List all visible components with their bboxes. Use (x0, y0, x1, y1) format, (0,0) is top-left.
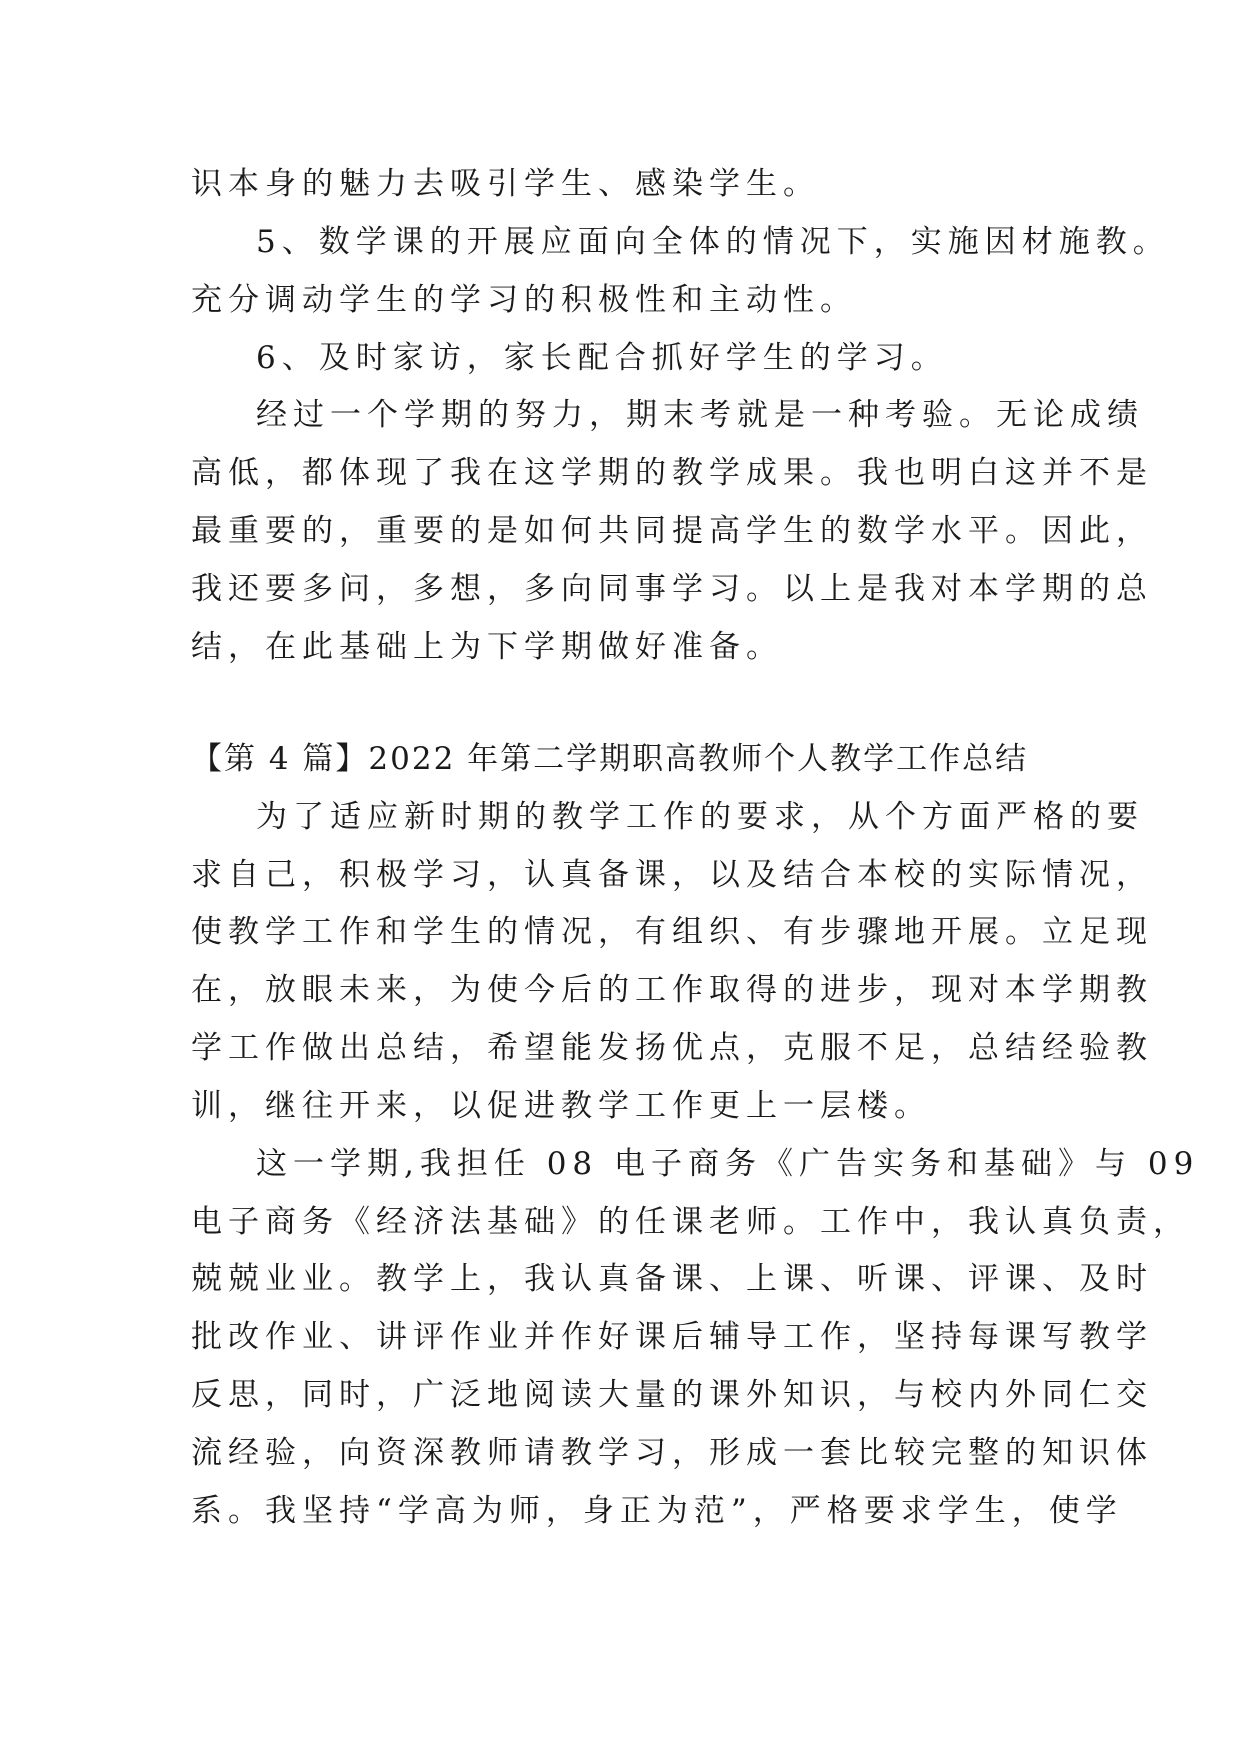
paragraph-line: 电子商务《经济法基础》的任课老师。工作中，我认真负责， (191, 1204, 1190, 1240)
paragraph-line: 6、及时家访，家长配合抓好学生的学习。 (256, 340, 948, 376)
paragraph-line: 高低，都体现了我在这学期的教学成果。我也明白这并不是 (191, 455, 1153, 491)
paragraph-line: 批改作业、讲评作业并作好课后辅导工作，坚持每课写教学 (191, 1319, 1153, 1355)
paragraph-line: 这一学期,我担任 08 电子商务《广告实务和基础》与 09 (256, 1146, 1200, 1182)
paragraph-line: 充分调动学生的学习的积极性和主动性。 (191, 282, 857, 318)
paragraph-line: 训，继往开来，以促进教学工作更上一层楼。 (191, 1088, 931, 1124)
paragraph-line: 经过一个学期的努力，期末考就是一种考验。无论成绩 (256, 397, 1144, 433)
paragraph-line: 反思，同时，广泛地阅读大量的课外知识，与校内外同仁交 (191, 1377, 1153, 1413)
paragraph-line: 求自己，积极学习，认真备课，以及结合本校的实际情况， (191, 857, 1153, 893)
paragraph-line: 学工作做出总结，希望能发扬优点，克服不足，总结经验教 (191, 1030, 1153, 1066)
paragraph-line: 5、数学课的开展应面向全体的情况下，实施因材施教。 (256, 224, 1170, 260)
paragraph-line: 最重要的，重要的是如何共同提高学生的数学水平。因此， (191, 513, 1153, 549)
paragraph-line: 在，放眼未来，为使今后的工作取得的进步，现对本学期教 (191, 972, 1153, 1008)
paragraph-line: 兢兢业业。教学上，我认真备课、上课、听课、评课、及时 (191, 1261, 1153, 1297)
section-heading: 【第 4 篇】2022 年第二学期职高教师个人教学工作总结 (191, 741, 1029, 777)
paragraph-line: 系。我坚持“学高为师，身正为范”，严格要求学生，使学 (191, 1493, 1123, 1529)
paragraph-line: 结，在此基础上为下学期做好准备。 (191, 629, 783, 665)
paragraph-line: 使教学工作和学生的情况，有组织、有步骤地开展。立足现 (191, 914, 1153, 950)
paragraph-line: 识本身的魅力去吸引学生、感染学生。 (191, 166, 820, 202)
paragraph-line: 为了适应新时期的教学工作的要求，从个方面严格的要 (256, 799, 1144, 835)
paragraph-line: 我还要多问，多想，多向同事学习。以上是我对本学期的总 (191, 571, 1153, 607)
paragraph-line: 流经验，向资深教师请教学习，形成一套比较完整的知识体 (191, 1435, 1153, 1471)
